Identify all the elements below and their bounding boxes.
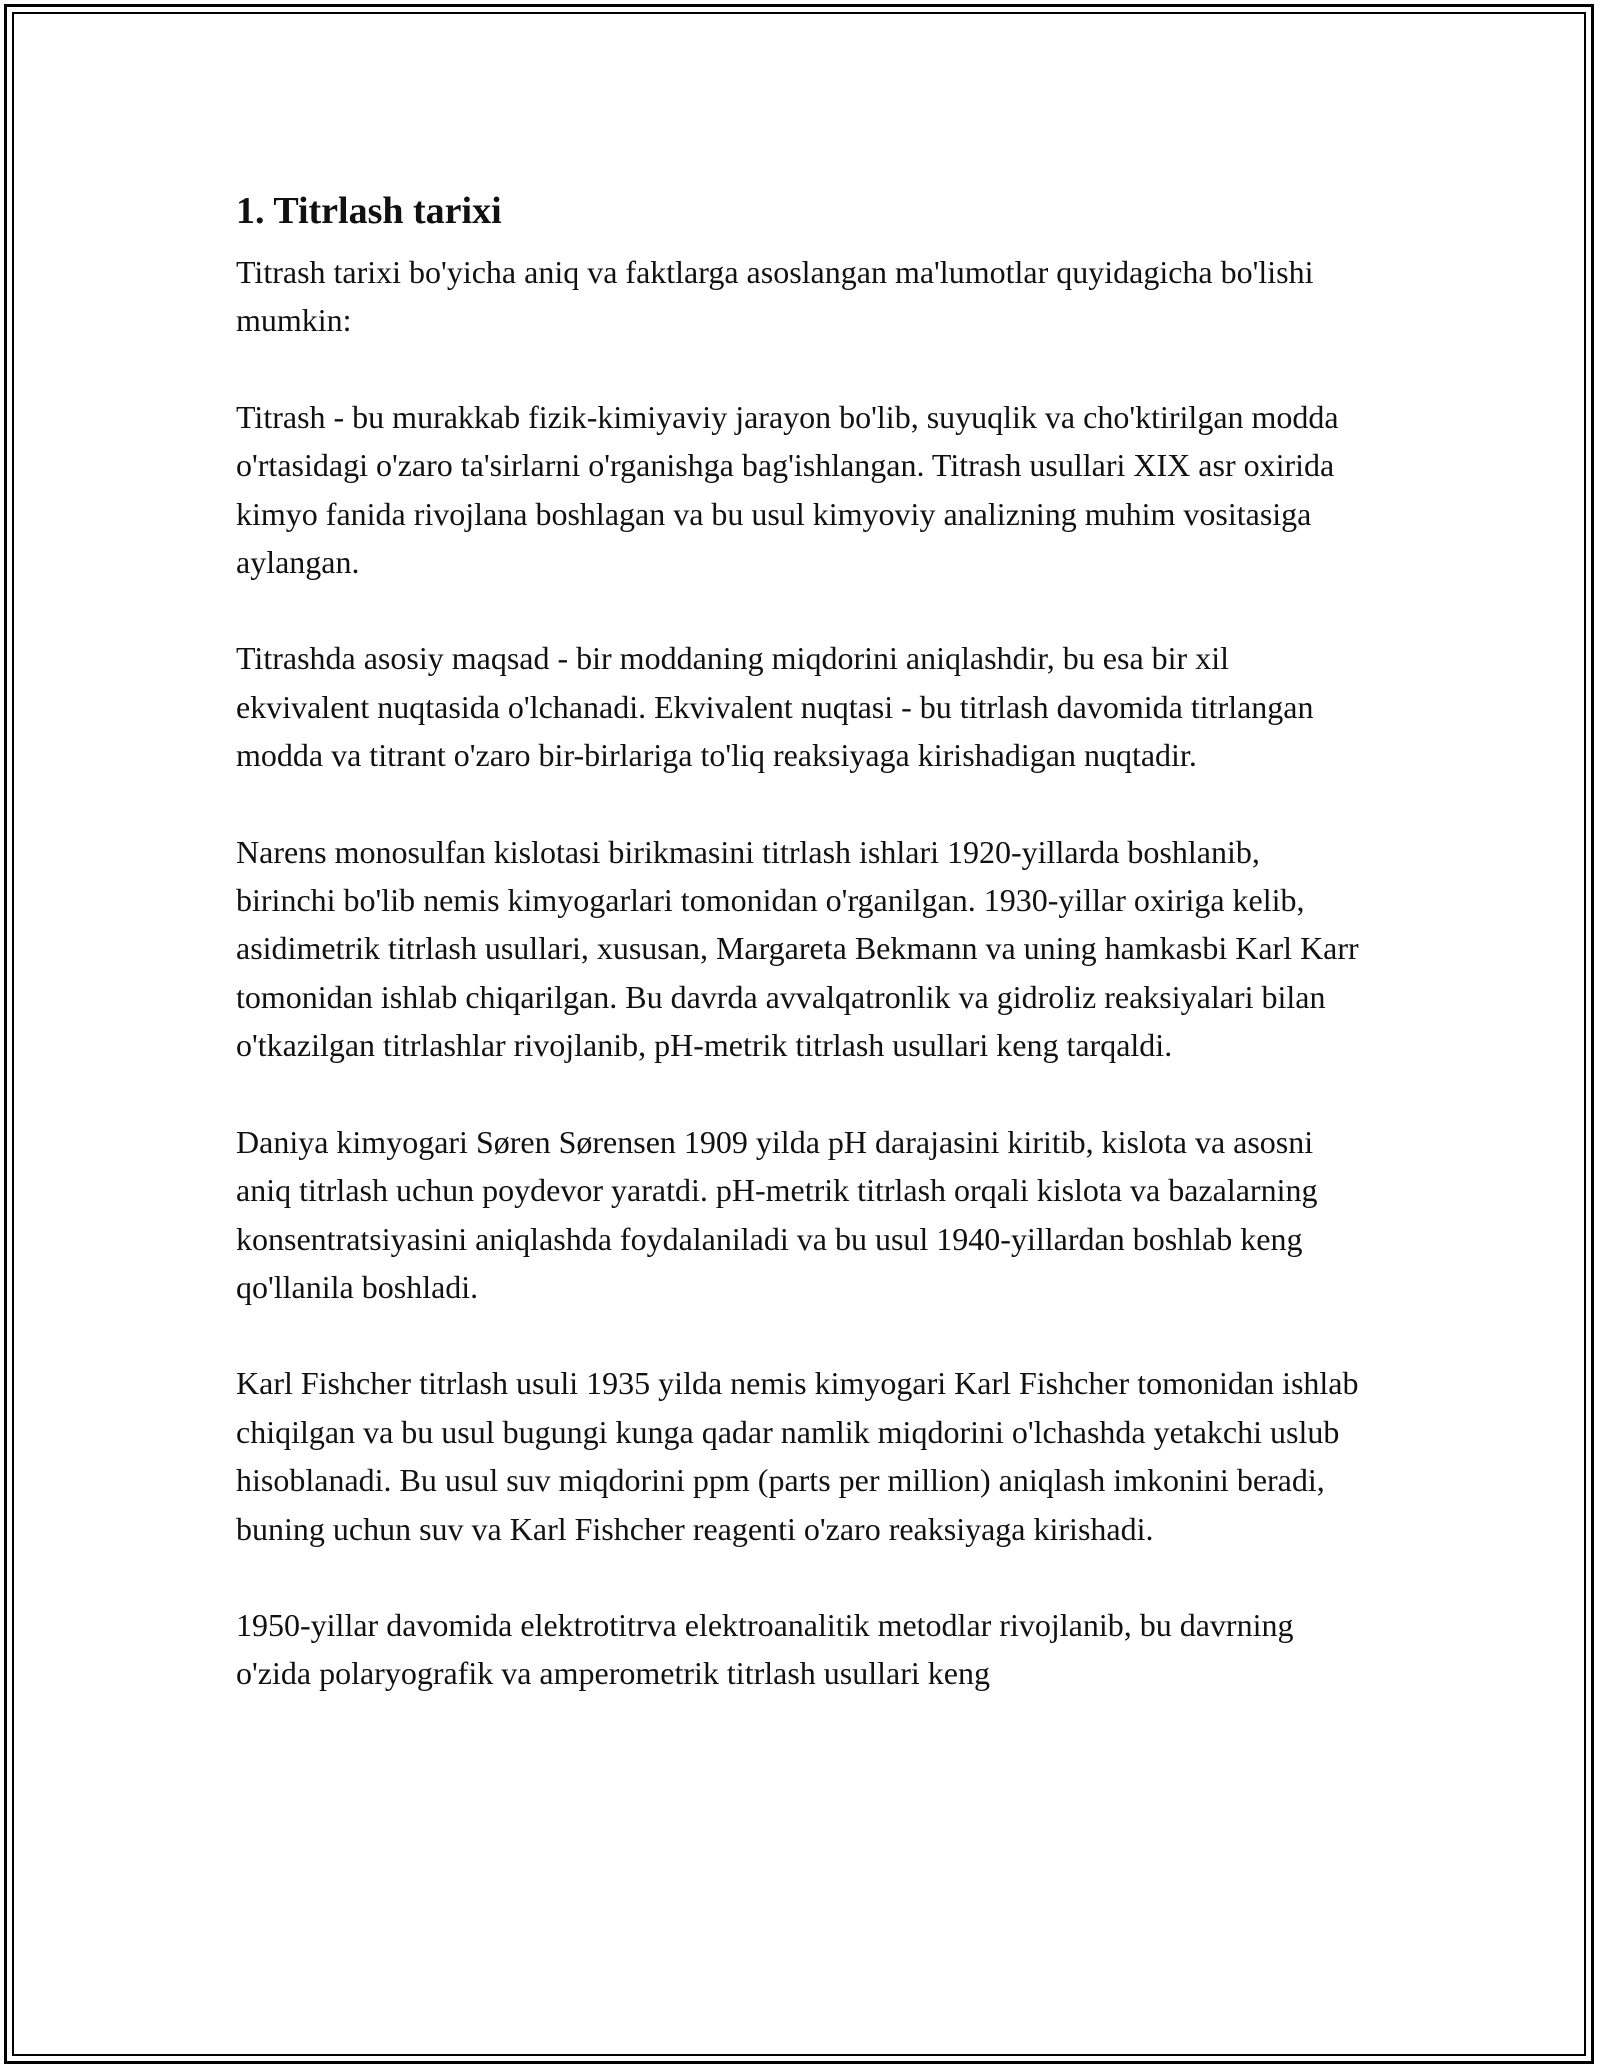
paragraph-definition: Titrash - bu murakkab fizik-kimiyaviy jarayon bo'lib, suyuqlik va cho'ktirilgan modda o'rtasidagi o'zaro ta'sirlarni o'rganishga bag'ishlangan. Titrash usullari XIX asr oxirida kimyo fanida rivojlana boshlagan va bu usul kimyoviy analizning muhim vositasiga aylangan.: [236, 398, 1339, 581]
paragraph-purpose: Titrashda asosiy maqsad - bir moddaning miqdorini aniqlashdir, bu esa bir xil ekvivalent nuqtasida o'lchanadi. Ekvivalent nuqtasi - bu titrlash davomida titrlangan modda va titrant o'zaro bir-birlariga to'liq reaksiyaga kirishadigan nuqtadir.: [236, 640, 1314, 774]
paragraph-karl-fischer: Karl Fishcher titrlash usuli 1935 yilda nemis kimyogari Karl Fishcher tomonidan ishlab chiqilgan va bu usul bugungi kunga qadar namlik miqdorini o'lchashda yetakchi uslub hisoblanadi. Bu usul suv miqdorini ppm (parts per million) aniqlash imkonini beradi, buning uchun suv va Karl Fishcher reagenti o'zaro reaksiyaga kirishadi.: [236, 1365, 1359, 1547]
document-body: [236, 186, 1366, 1746]
paragraph-1950s: 1950-yillar davomida elektrotitrva elektroanalitik metodlar rivojlanib, bu davrning o'zida polaryografik va amperometrik titrlash usullari keng: [236, 1606, 1294, 1692]
paragraph-history-1920s: Narens monosulfan kislotasi birikmasini titrlash ishlari 1920-yillarda boshlanib, birinchi bo'lib nemis kimyogarlari tomonidan o'rganilgan. 1930-yillar oxiriga kelib, asidimetrik titrlash usullari, xususan, Margareta Bekmann va uning hamkasbi Karl Karr tomonidan ishlab chiqarilgan. Bu davrda avvalqatronlik va gidroliz reaksiyalari bilan o'tkazilgan titrlashlar rivojlanib, pH-metrik titrlash usullari keng tarqaldi.: [236, 833, 1359, 1064]
paragraph-sorensen: Daniya kimyogari Søren Sørensen 1909 yilda pH darajasini kiritib, kislota va asosni aniq titrlash uchun poydevor yaratdi. pH-metrik titrlash orqali kislota va bazalarning konsentratsiyasini aniqlashda foydalaniladi va bu usul 1940-yillardan boshlab keng qo'llanila boshladi.: [236, 1123, 1318, 1305]
section-heading: 1. Titrlash tarixi: [236, 190, 502, 232]
paragraph-intro: Titrash tarixi bo'yicha aniq va faktlarga asoslangan ma'lumotlar quyidagicha bo'lishi mumkin:: [236, 254, 1314, 339]
